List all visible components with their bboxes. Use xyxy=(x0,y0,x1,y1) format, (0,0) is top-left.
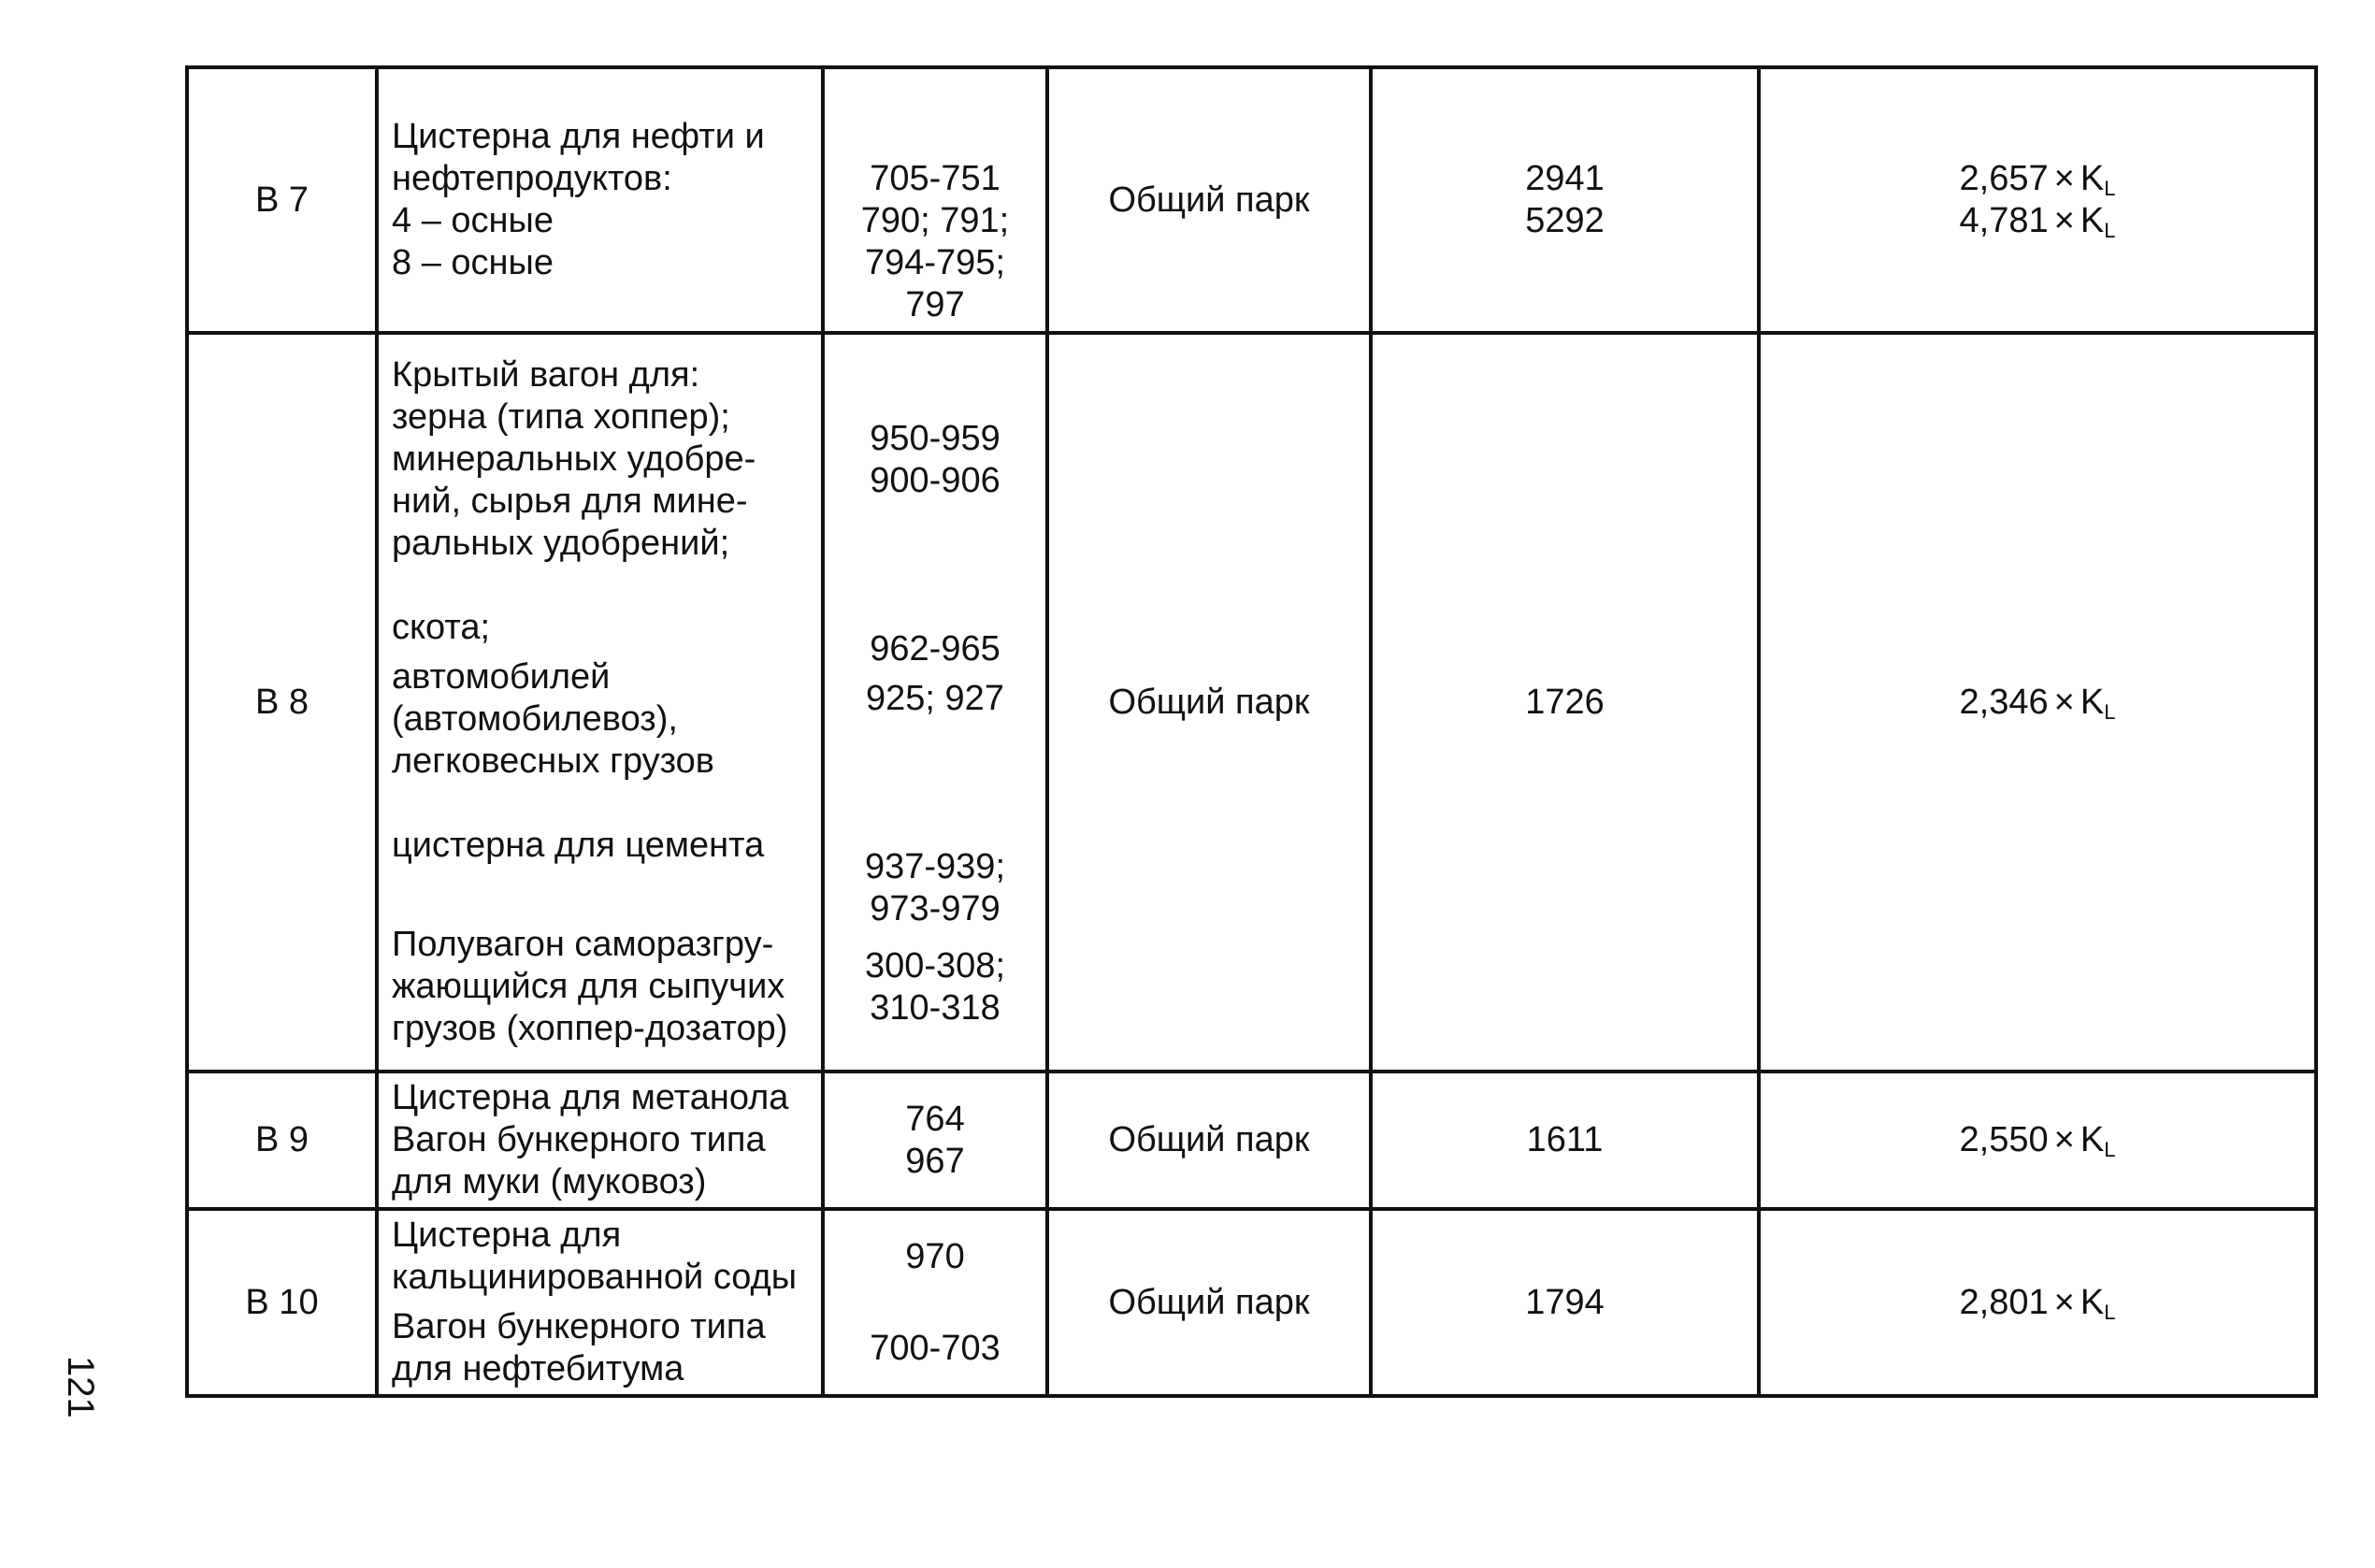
row-coefficient: $2,550 \times K_L$ xyxy=(1759,1072,2316,1209)
row-coefficient: $2,346 \times K_L$ xyxy=(1759,333,2316,1072)
row-code: В 10 xyxy=(187,1209,377,1396)
row-code: В 8 xyxy=(187,333,377,1072)
row-code: В 7 xyxy=(187,67,377,333)
wagon-rate-table xyxy=(185,65,2318,1398)
row-coefficient: $2,657 \times K_L$ $4,781 \times K_L$ xyxy=(1759,67,2316,333)
row-fleet: Общий парк xyxy=(1047,1209,1371,1396)
row-code: В 9 xyxy=(187,1072,377,1209)
row-description: Цистерна для кальцинированной соды Вагон бункерного типа для нефтебитума xyxy=(377,1209,823,1396)
table-row-b9 xyxy=(187,1072,2316,1209)
row-numbers: 705-751 790; 791; 794-795; 797 xyxy=(823,67,1047,333)
row-numbers: 950-959 900-906 962-965 925; 927 937-939; 973-979 300-308; 310-318 xyxy=(823,333,1047,1072)
row-quantity: 1726 xyxy=(1371,333,1759,1072)
row-quantity: 2941 5292 xyxy=(1371,67,1759,333)
table-row-b8 xyxy=(187,333,2316,1072)
row-description: Цистерна для нефти и нефтепродуктов: 4 – осные 8 – осные xyxy=(377,67,823,333)
page-number: 121 xyxy=(60,1356,101,1418)
table-row-b7 xyxy=(187,67,2316,333)
row-fleet: Общий парк xyxy=(1047,67,1371,333)
row-quantity: 1794 xyxy=(1371,1209,1759,1396)
row-numbers: 970 700-703 xyxy=(823,1209,1047,1396)
row-numbers: 764 967 xyxy=(823,1072,1047,1209)
row-description: Крытый вагон для: зерна (типа хоппер); минеральных удобре- ний, сырья для мине- ральных удобрений; скота; автомобилей (автомобилевоз), легковесных грузов цистерна для цемента Полувагон саморазгру- жающийся для сыпучих грузов (хоппер-дозатор) xyxy=(377,333,823,1072)
row-description: Цистерна для метанола Вагон бункерного типа для муки (муковоз) xyxy=(377,1072,823,1209)
row-fleet: Общий парк xyxy=(1047,333,1371,1072)
table-row-b10 xyxy=(187,1209,2316,1396)
row-coefficient: $2,801 \times K_L$ xyxy=(1759,1209,2316,1396)
row-quantity: 1611 xyxy=(1371,1072,1759,1209)
row-fleet: Общий парк xyxy=(1047,1072,1371,1209)
